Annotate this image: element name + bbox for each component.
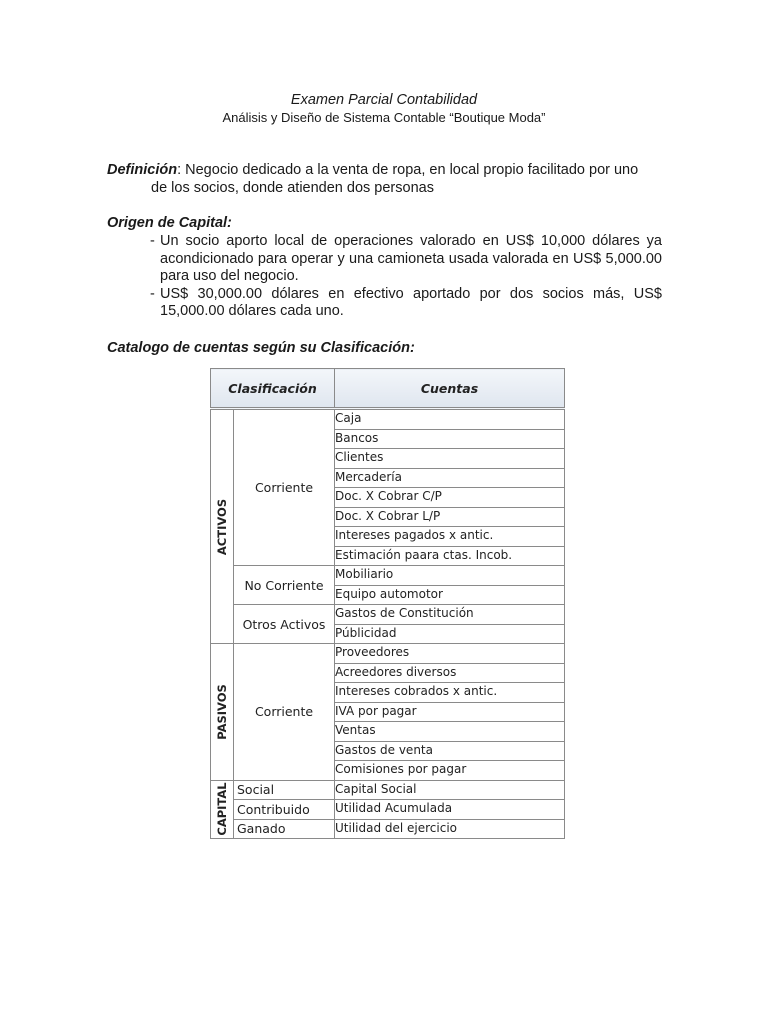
table-row (211, 409, 565, 430)
account-cell: Utilidad del ejercicio (335, 819, 565, 839)
list-item (150, 233, 662, 286)
account-cell: Bancos (335, 429, 565, 449)
subgroup-activos-corriente: Corriente (234, 409, 335, 566)
table-row (211, 566, 565, 586)
list-item-text: US$ 30,000.00 dólares en efectivo aportado por dos socios más, US$ 15,000.00 dólares cada uno. (160, 285, 662, 319)
account-cell: Clientes (335, 449, 565, 469)
account-cell: Intereses pagados x antic. (335, 527, 565, 547)
subgroup-capital-contribuido: Contribuido (234, 800, 335, 820)
subgroup-pasivos-corriente: Corriente (234, 644, 335, 781)
list-item (150, 286, 662, 321)
account-cell: IVA por pagar (335, 702, 565, 722)
col-clasificacion: Clasificación (211, 369, 335, 409)
subgroup-capital-social: Social (234, 780, 335, 800)
account-cell: Acreedores diversos (335, 663, 565, 683)
origen-heading: Origen de Capital: (107, 215, 232, 231)
account-cell: Ventas (335, 722, 565, 742)
catalogo-heading: Catalogo de cuentas según su Clasificación: (107, 340, 415, 356)
group-activos: ACTIVOS (211, 409, 234, 644)
subgroup-capital-ganado: Ganado (234, 819, 335, 839)
account-cell: Gastos de venta (335, 741, 565, 761)
account-cell: Capital Social (335, 780, 565, 800)
account-cell: Equipo automotor (335, 585, 565, 605)
group-capital: CAPITAL (211, 780, 234, 839)
list-item-text: Un socio aporto local de operaciones valorado en US$ 10,000 dólares ya acondicionado para operar y una camioneta usada valorada en US$ 5,000.00 para uso del negocio. (160, 233, 662, 284)
definition-text-2: de los socios, donde atienden dos personas (151, 179, 434, 196)
table-header-row (211, 369, 565, 409)
definition-text-1: : Negocio dedicado a la venta de ropa, en local propio facilitado por uno (177, 162, 639, 178)
table-row (211, 800, 565, 820)
group-pasivos: PASIVOS (211, 644, 234, 781)
accounts-table (210, 368, 565, 839)
account-cell: Utilidad Acumulada (335, 800, 565, 820)
page-title: Examen Parcial Contabilidad (290, 92, 478, 108)
table-row (211, 644, 565, 664)
account-cell: Doc. X Cobrar L/P (335, 507, 565, 527)
account-cell: Estimación paara ctas. Incob. (335, 546, 565, 566)
account-cell: Mobiliario (335, 566, 565, 586)
list-dash: - (150, 285, 155, 302)
account-cell: Mercadería (335, 468, 565, 488)
origen-list (150, 233, 662, 321)
account-cell: Doc. X Cobrar C/P (335, 488, 565, 508)
account-cell: Caja (335, 409, 565, 430)
account-cell: Comisiones por pagar (335, 761, 565, 781)
subgroup-activos-no-corriente: No Corriente (234, 566, 335, 605)
account-cell: Públicidad (335, 624, 565, 644)
subgroup-activos-otros: Otros Activos (234, 605, 335, 644)
page-subtitle: Análisis y Diseño de Sistema Contable “Boutique Moda” (222, 110, 546, 125)
definition-label: Definición (107, 162, 178, 178)
account-cell: Proveedores (335, 644, 565, 664)
account-cell: Intereses cobrados x antic. (335, 683, 565, 703)
table-row (211, 819, 565, 839)
definition-paragraph (107, 162, 662, 197)
table-row (211, 605, 565, 625)
col-cuentas: Cuentas (335, 369, 565, 409)
account-cell: Gastos de Constitución (335, 605, 565, 625)
table-row (211, 780, 565, 800)
list-dash: - (150, 233, 155, 249)
